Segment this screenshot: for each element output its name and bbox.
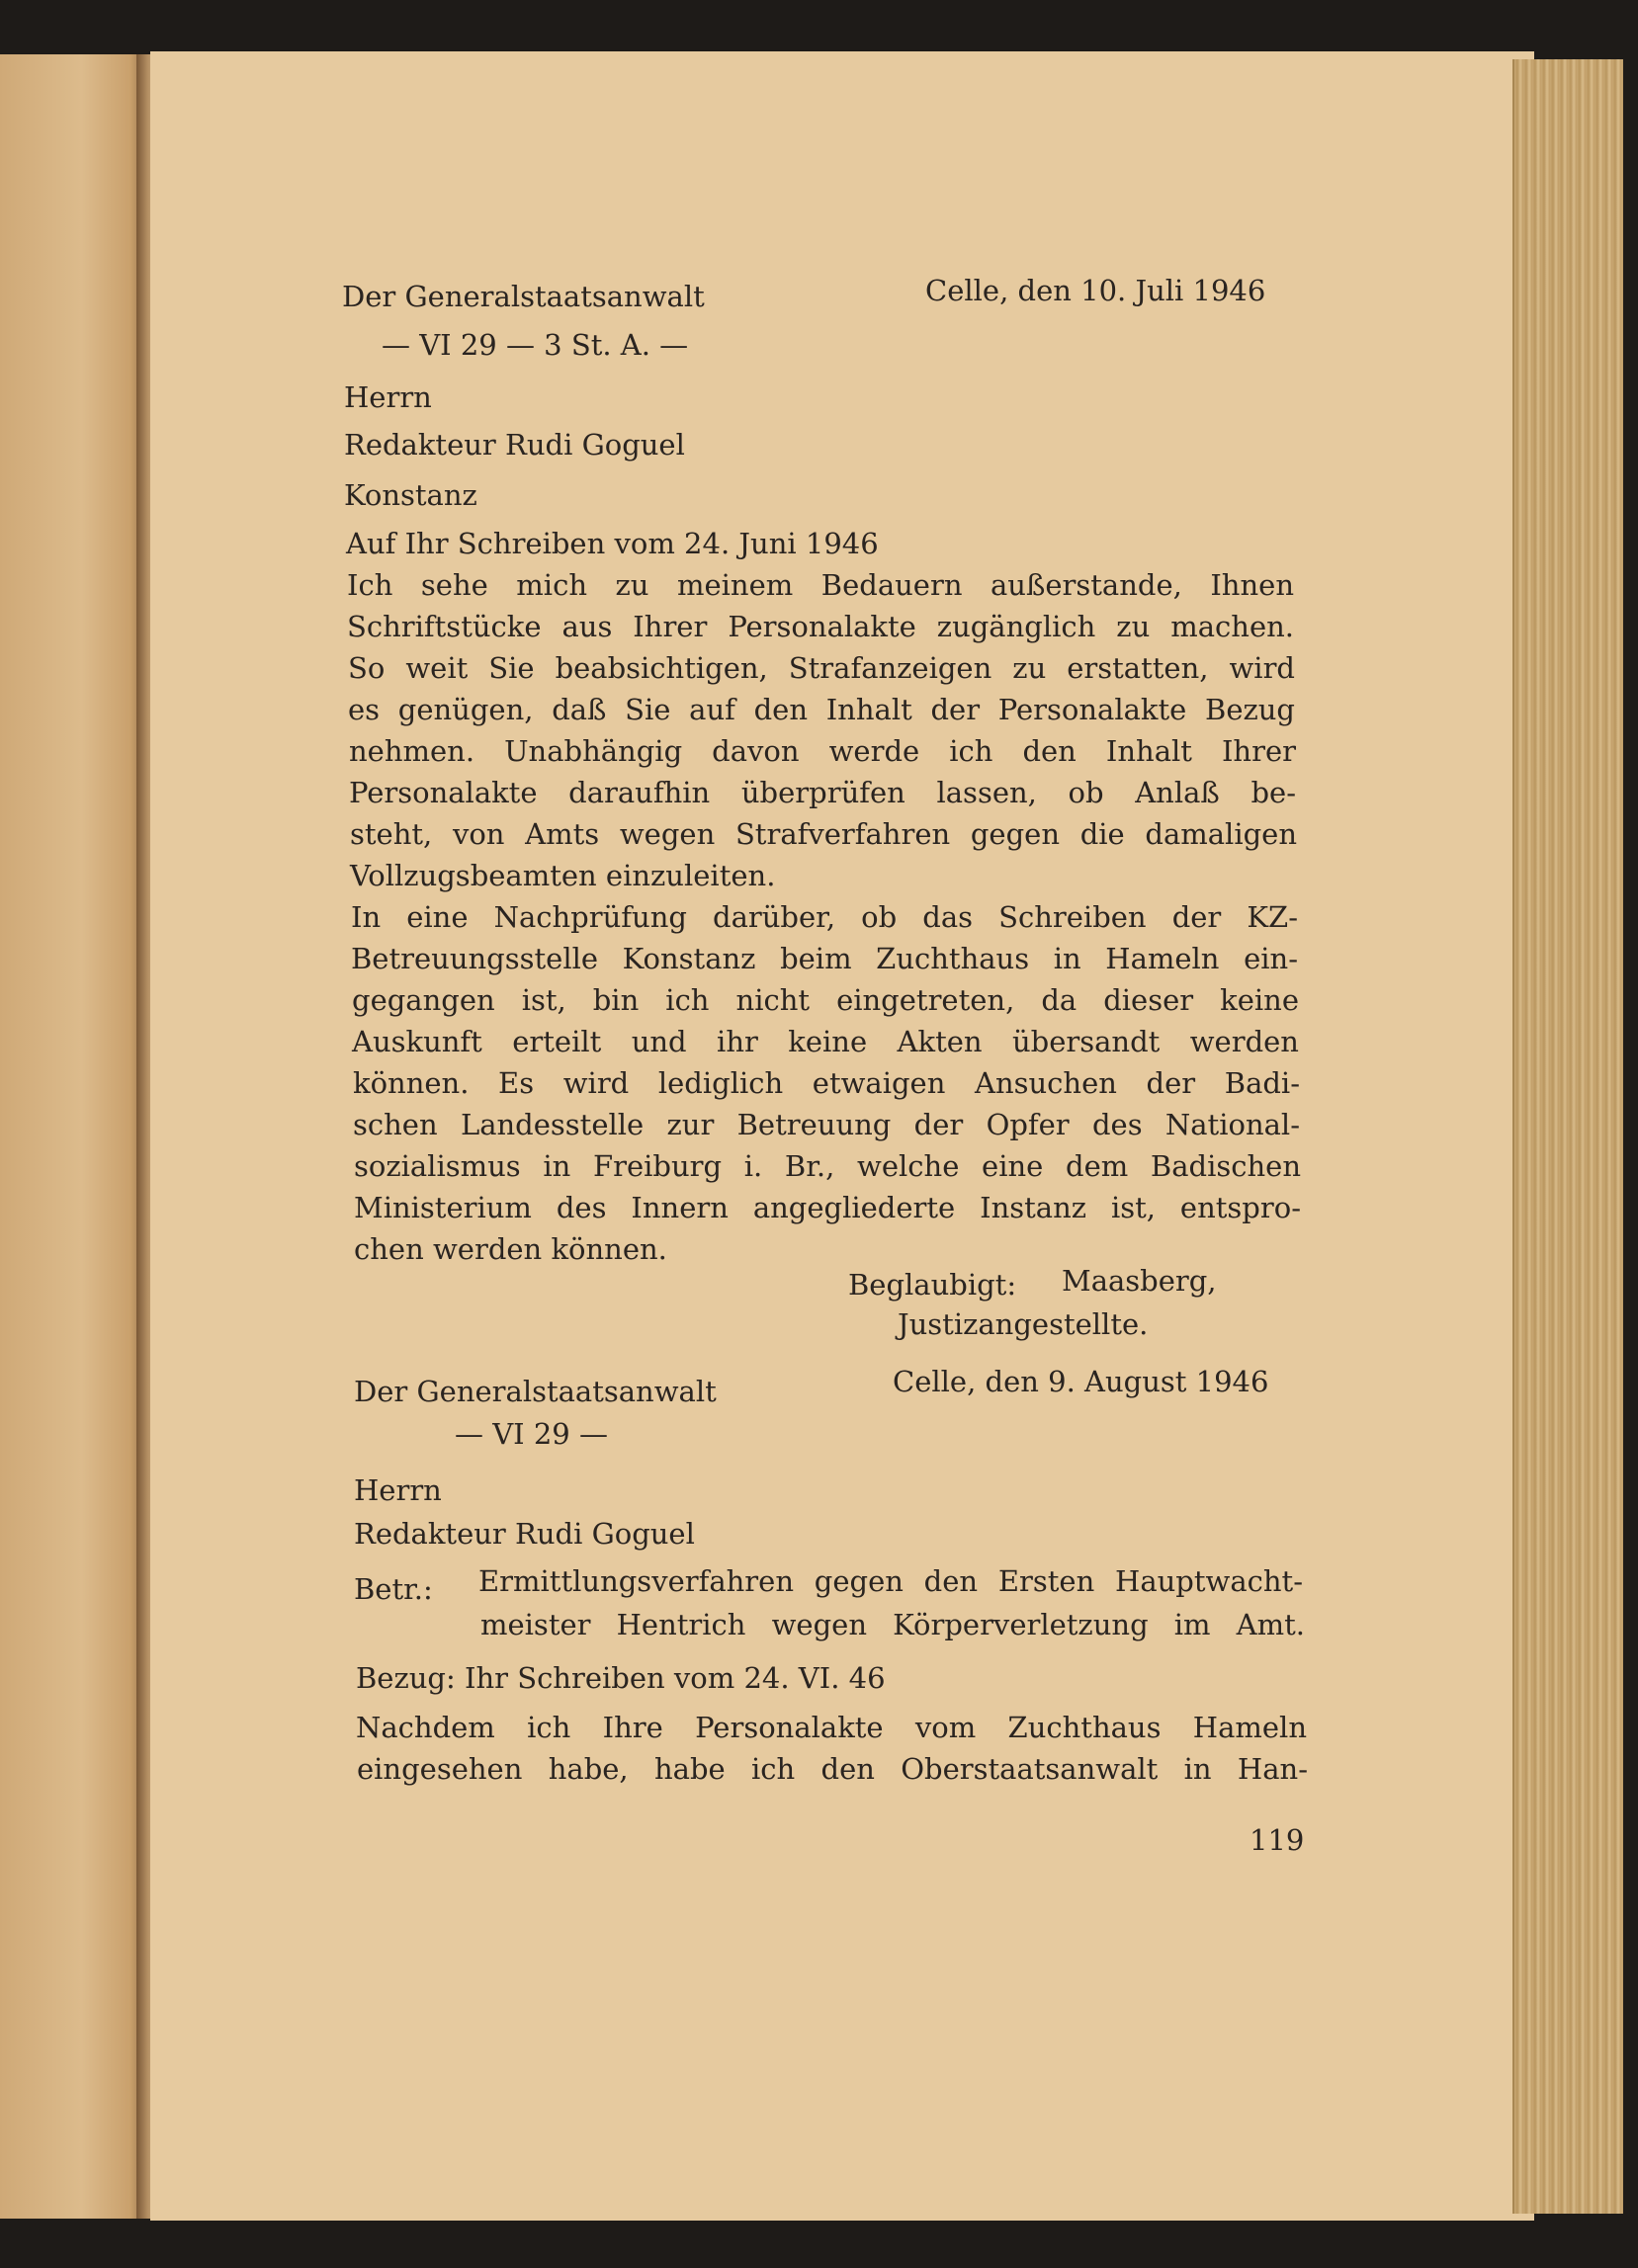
page-number: 119 bbox=[1250, 1823, 1305, 1857]
letter2-betr-line: meister Hentrich wegen Körperverletzung im Amt. bbox=[480, 1608, 1305, 1641]
letter1-place-date: Celle, den 10. Juli 1946 bbox=[925, 274, 1266, 307]
letter2-betr-label: Betr.: bbox=[354, 1572, 433, 1606]
letter1-body-line: Personalakte daraufhin überprüfen lassen, ob Anlaß be- bbox=[349, 776, 1296, 809]
letter2-sender: Der Generalstaatsanwalt bbox=[354, 1375, 717, 1408]
letter1-recipient-city: Konstanz bbox=[344, 478, 477, 512]
letter1-reference: — VI 29 — 3 St. A. — bbox=[382, 328, 689, 362]
letter1-body-line: können. Es wird lediglich etwaigen Ansuchen der Badi- bbox=[353, 1066, 1300, 1100]
letter1-subject: Auf Ihr Schreiben vom 24. Juni 1946 bbox=[346, 527, 879, 560]
letter1-body-line: Vollzugsbeamten einzuleiten. bbox=[350, 859, 776, 892]
letter2-body-line: eingesehen habe, habe ich den Oberstaatsanwalt in Han- bbox=[357, 1752, 1308, 1786]
letter1-body-line: Schriftstücke aus Ihrer Personalakte zugänglich zu machen. bbox=[347, 610, 1294, 643]
letter2-salutation: Herrn bbox=[354, 1473, 442, 1507]
letter2-place-date: Celle, den 9. August 1946 bbox=[893, 1365, 1269, 1398]
letter1-certified-title: Justizangestellte. bbox=[898, 1307, 1149, 1341]
letter1-body-line: Auskunft erteilt und ihr keine Akten übersandt werden bbox=[352, 1025, 1299, 1058]
letter1-body-line: Betreuungsstelle Konstanz beim Zuchthaus in Hameln ein- bbox=[351, 942, 1298, 975]
letter1-salutation: Herrn bbox=[344, 380, 432, 414]
letter1-body-line: Ich sehe mich zu meinem Bedauern außerstande, Ihnen bbox=[347, 568, 1294, 602]
letter1-recipient-name: Redakteur Rudi Goguel bbox=[344, 428, 685, 462]
letter1-body-line: es genügen, daß Sie auf den Inhalt der Personalakte Bezug bbox=[348, 693, 1295, 726]
letter1-body-line: So weit Sie beabsichtigen, Strafanzeigen zu erstatten, wird bbox=[348, 651, 1295, 685]
letter1-body-line: schen Landesstelle zur Betreuung der Opfer des National- bbox=[353, 1108, 1300, 1141]
letter2-reference: — VI 29 — bbox=[455, 1417, 608, 1451]
letter1-sender: Der Generalstaatsanwalt bbox=[342, 280, 705, 313]
letter1-body-line: In eine Nachprüfung darüber, ob das Schreiben der KZ- bbox=[351, 900, 1298, 934]
letter1-body-line: Ministerium des Innern angegliederte Instanz ist, entspro- bbox=[354, 1191, 1301, 1224]
letter1-body-line: sozialismus in Freiburg i. Br., welche eine dem Badischen bbox=[354, 1149, 1301, 1183]
letter2-recipient-name: Redakteur Rudi Goguel bbox=[354, 1517, 695, 1551]
letter1-body-line: nehmen. Unabhängig davon werde ich den Inhalt Ihrer bbox=[349, 734, 1296, 768]
letter2-body-line: Nachdem ich Ihre Personalakte vom Zuchthaus Hameln bbox=[356, 1711, 1307, 1744]
letter2-betr-line: Ermittlungsverfahren gegen den Ersten Hauptwacht- bbox=[478, 1564, 1303, 1598]
letter1-body-line: steht, von Amts wegen Strafverfahren gegen die damaligen bbox=[350, 817, 1297, 851]
letter1-certified-name: Maasberg, bbox=[1062, 1264, 1217, 1298]
letter1-body-line: gegangen ist, bin ich nicht eingetreten, da dieser keine bbox=[352, 983, 1299, 1017]
letter1-certified-label: Beglaubigt: bbox=[848, 1268, 1017, 1302]
letter2-bezug: Bezug: Ihr Schreiben vom 24. VI. 46 bbox=[356, 1661, 886, 1695]
letter1-body-line: chen werden können. bbox=[354, 1232, 667, 1266]
